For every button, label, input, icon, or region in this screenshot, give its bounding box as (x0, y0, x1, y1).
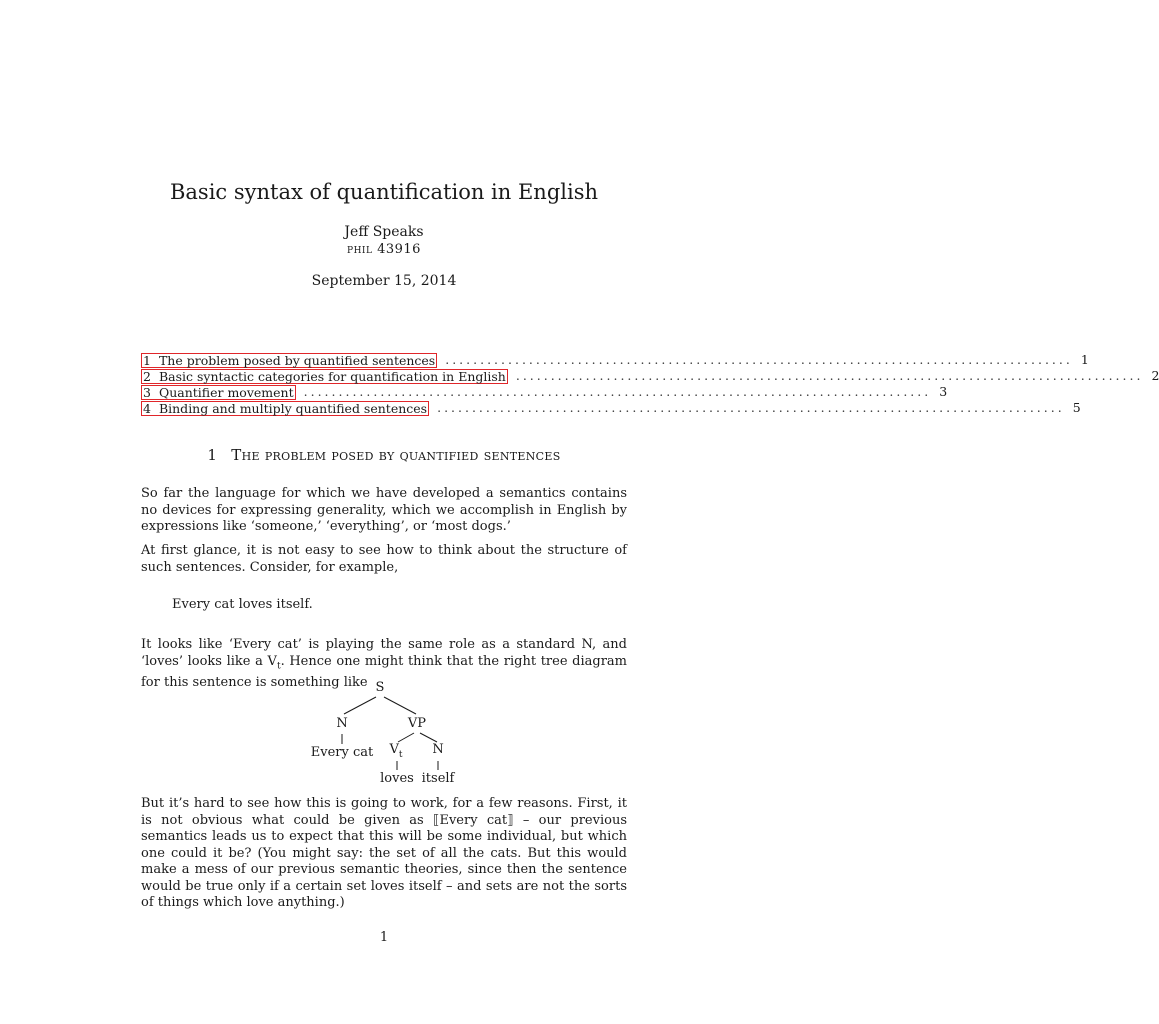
tree-node-vt-subscript: t (398, 750, 403, 760)
paragraph: So far the language for which we have developed a semantics contains no devices for expressing generality, which we accomplish in English by expressions like ‘someone,’ ‘everything’, or ‘most dogs.’ (141, 486, 627, 534)
section-title: The problem posed by quantified sentences (231, 446, 561, 464)
document-title: Basic syntax of quantification in English (169, 180, 599, 204)
tree-node-n2: N (432, 742, 444, 757)
tree-node-n: N (336, 716, 348, 731)
example-sentence: Every cat loves itself. (172, 597, 313, 612)
toc-title: Binding and multiply quantified sentences (158, 400, 428, 416)
toc-number: 1 (143, 352, 151, 368)
toc-link[interactable] (141, 353, 437, 368)
toc-entry[interactable] (141, 400, 1081, 416)
section-number: 1 (207, 446, 218, 464)
author-name: Jeff Speaks (344, 224, 424, 240)
document-date: September 15, 2014 (311, 273, 457, 289)
toc-page-number: 2 (1151, 368, 1159, 383)
toc-link[interactable] (141, 369, 508, 384)
toc-entry[interactable] (141, 384, 948, 400)
toc-title: Basic syntactic categories for quantification in English (158, 368, 506, 384)
section-heading (0, 446, 768, 464)
toc-link[interactable] (141, 385, 296, 400)
tree-branch (398, 733, 414, 742)
toc-number: 2 (143, 368, 151, 384)
tree-branch (344, 697, 376, 714)
page-number: 1 (379, 930, 389, 945)
paragraph-text: It looks like ‘Every cat’ is playing the same role as a standard N, and ‘loves’ looks like a V (141, 637, 627, 669)
tree-node-vt (388, 742, 402, 760)
toc-entry[interactable] (141, 368, 1159, 384)
toc-leader-dots: .......................................................................................... (303, 384, 932, 399)
paragraph-text: . Hence one might think that the right tree diagram for this sentence is something like (141, 653, 628, 690)
tree-branch (420, 733, 437, 742)
tree-leaf-every-cat: Every cat (310, 745, 374, 760)
toc-page-number: 1 (1080, 352, 1089, 367)
syntax-tree-diagram (300, 672, 470, 788)
toc-leader-dots: .......................................................................................... (445, 352, 1073, 367)
tree-node-vt-label: V (389, 742, 399, 757)
tree-node-vp: VP (407, 716, 427, 731)
toc-link[interactable] (141, 401, 429, 416)
tree-branch (384, 697, 416, 714)
toc-number: 3 (143, 384, 151, 400)
toc-title: The problem posed by quantified sentences (158, 352, 436, 368)
subscript: t (276, 661, 281, 672)
tree-leaf-itself: itself (421, 771, 455, 786)
course-code: phil 43916 (347, 242, 421, 257)
tree-leaf-loves: loves (380, 771, 414, 786)
paragraph: But it’s hard to see how this is going to work, for a few reasons. First, it is not obvious what could be given as ⟦Every cat⟧ – our previous semantics leads us to expect that this will be some individual, but which one could it be? (You might say: the set of all the cats. But this would make a mess of our previous semantic theories, since then the sentence would be true only if a certain set loves itself – and sets are not the sorts of things which love anything.) (141, 796, 627, 910)
toc-leader-dots: .......................................................................................... (437, 400, 1065, 415)
toc-page-number: 3 (939, 384, 948, 399)
toc-number: 4 (143, 400, 151, 416)
toc-page-number: 5 (1072, 400, 1081, 415)
table-of-contents (141, 352, 1159, 416)
toc-leader-dots: .......................................................................................... (515, 368, 1144, 383)
toc-entry[interactable] (141, 352, 1089, 368)
tree-node-s: S (375, 680, 385, 695)
toc-title: Quantifier movement (158, 384, 294, 400)
paragraph: At first glance, it is not easy to see how to think about the structure of such sentences. Consider, for example, (141, 543, 627, 575)
